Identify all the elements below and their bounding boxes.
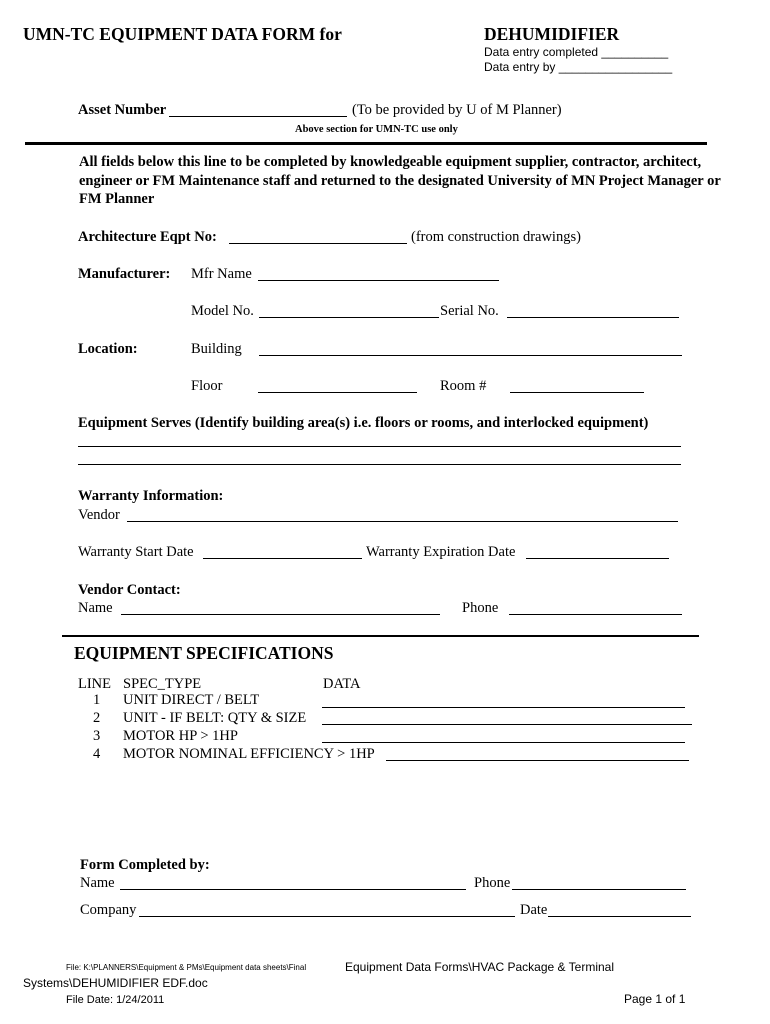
equipment-type-title: DEHUMIDIFIER (484, 24, 620, 44)
spec-line-number: 1 (93, 692, 101, 708)
location-label: Location: (78, 341, 138, 357)
asset-number-label: Asset Number (78, 102, 167, 118)
completed-name-field[interactable] (120, 889, 466, 890)
form-title: UMN-TC EQUIPMENT DATA FORM for (23, 24, 342, 44)
equipment-serves-field-2[interactable] (78, 464, 681, 465)
completed-date-field[interactable] (548, 916, 691, 917)
warranty-expiration-label: Warranty Expiration Date (366, 544, 516, 560)
building-field[interactable] (259, 355, 682, 356)
vendor-contact-heading: Vendor Contact: (78, 582, 181, 598)
warranty-start-label: Warranty Start Date (78, 544, 194, 560)
arch-eqpt-note: (from construction drawings) (411, 229, 581, 245)
specs-col-type: SPEC_TYPE (123, 676, 202, 692)
completed-company-label: Company (80, 902, 137, 918)
contact-phone-field[interactable] (509, 614, 682, 615)
spec-data-field[interactable] (386, 760, 689, 761)
completed-phone-label: Phone (474, 875, 511, 891)
serial-no-label: Serial No. (440, 303, 499, 319)
spec-line-number: 3 (93, 728, 101, 744)
completed-by-heading: Form Completed by: (80, 857, 210, 873)
data-entry-by: Data entry by _________________ (484, 60, 673, 74)
completed-company-field[interactable] (139, 916, 515, 917)
arch-eqpt-field[interactable] (229, 243, 407, 244)
footer-file-date: File Date: 1/24/2011 (66, 994, 165, 1006)
model-no-field[interactable] (259, 317, 439, 318)
asset-number-field[interactable] (169, 116, 347, 117)
equipment-serves-label: Equipment Serves (Identify building area(s) i.e. floors or rooms, and interlocked equipment) (78, 415, 649, 431)
room-label: Room # (440, 378, 487, 394)
equipment-serves-field-1[interactable] (78, 446, 681, 447)
floor-field[interactable] (258, 392, 417, 393)
warranty-heading: Warranty Information: (78, 488, 224, 504)
footer-file-line2: Systems\DEHUMIDIFIER EDF.doc (23, 976, 208, 990)
building-label: Building (191, 341, 242, 357)
vendor-label: Vendor (78, 507, 120, 523)
spec-line-number: 2 (93, 710, 101, 726)
footer-file-prefix: File: K:\PLANNERS\Equipment & PMs\Equipment data sheets\Final (66, 963, 307, 972)
room-field[interactable] (510, 392, 644, 393)
spec-data-field[interactable] (322, 707, 685, 708)
completed-date-label: Date (520, 902, 548, 918)
arch-eqpt-label: Architecture Eqpt No: (78, 229, 217, 245)
spec-data-field[interactable] (322, 742, 685, 743)
mfr-name-label: Mfr Name (191, 266, 252, 282)
spec-type: UNIT - IF BELT: QTY & SIZE (123, 710, 307, 726)
serial-no-field[interactable] (507, 317, 679, 318)
spec-type: MOTOR NOMINAL EFFICIENCY > 1HP (123, 746, 375, 762)
floor-label: Floor (191, 378, 223, 394)
asset-number-note: (To be provided by U of M Planner) (352, 102, 562, 118)
footer-file-rest: Equipment Data Forms\HVAC Package & Terminal (345, 960, 614, 974)
spec-type: UNIT DIRECT / BELT (123, 692, 260, 708)
specs-col-line: LINE (78, 676, 112, 692)
manufacturer-label: Manufacturer: (78, 266, 171, 282)
vendor-field[interactable] (127, 521, 678, 522)
mfr-name-field[interactable] (258, 280, 499, 281)
spec-data-field[interactable] (322, 724, 692, 725)
instructions: All fields below this line to be completed by knowledgeable equipment supplier, contractor, architect, engineer or FM Maintenance staff and returned to the designated University of MN Project Manager or FM Planner (79, 154, 721, 207)
data-entry-completed: Data entry completed __________ (484, 45, 669, 59)
completed-phone-field[interactable] (512, 889, 686, 890)
specs-col-data: DATA (323, 676, 361, 692)
warranty-start-field[interactable] (203, 558, 362, 559)
specs-divider (62, 635, 699, 637)
contact-phone-label: Phone (462, 600, 499, 616)
model-no-label: Model No. (191, 303, 254, 319)
spec-line-number: 4 (93, 746, 101, 762)
spec-type: MOTOR HP > 1HP (123, 728, 238, 744)
contact-name-field[interactable] (121, 614, 440, 615)
umn-section-note: Above section for UMN-TC use only (295, 124, 458, 135)
completed-name-label: Name (80, 875, 115, 891)
contact-name-label: Name (78, 600, 113, 616)
warranty-expiration-field[interactable] (526, 558, 669, 559)
footer-page-number: Page 1 of 1 (624, 992, 686, 1006)
section-divider (25, 142, 707, 145)
specs-heading: EQUIPMENT SPECIFICATIONS (74, 643, 334, 663)
